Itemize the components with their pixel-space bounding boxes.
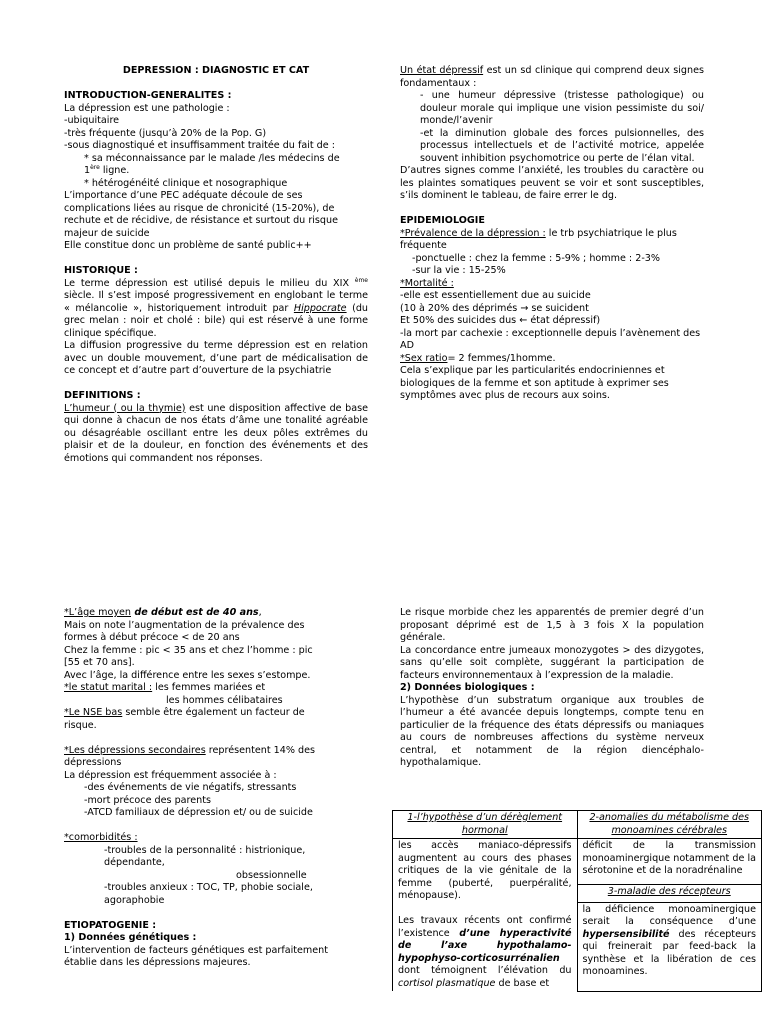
epidemiologie-line: -elle est essentiellement due au suicide bbox=[400, 290, 591, 301]
epidemiologie-line: *Prévalence de la dépression : le trb psychiatrique le plus fréquente bbox=[400, 227, 677, 251]
epidemiologie-heading: EPIDEMIOLOGIE bbox=[400, 215, 485, 226]
comorbidites-item: obsessionnelle bbox=[236, 869, 307, 881]
intro-paragraph: L’importance d’une PEC adéquate découle de ses complications liées au risque de chronicité (15-20%), de rechute et de récidive, de résistance et surtout du risque majeur de suicide bbox=[64, 190, 338, 239]
definitions-paragraph-cont: Un état dépressif est un sd clinique qui comprend deux signes fondamentaux : bbox=[400, 65, 704, 89]
marital-line: les hommes célibataires bbox=[166, 694, 283, 706]
genetique-heading: 1) Données génétiques : bbox=[64, 932, 197, 943]
intro-line: -très fréquente (jusqu’à 20% de la Pop. G) bbox=[64, 127, 267, 139]
intro-line: * sa méconnaissance par le malade /les médecins de bbox=[84, 152, 340, 164]
definitions-bullet: -et la diminution globale des forces pulsionnelles, des processus intellectuels et de l’activité motrice, appelée souvent inhibition psychomotrice ou perte de l’élan vital. bbox=[420, 127, 704, 164]
page2-left-column bbox=[64, 607, 328, 970]
intro-line: 1ère ligne. bbox=[84, 163, 130, 176]
epidemiologie-line: (10 à 20% des déprimés → se suicident bbox=[400, 302, 589, 314]
epidemiologie-line: Cela s’explique par les particularités endocriniennes et biologiques de la femme et son aptitude à exprimer ses symptômes avec plus de recours aux soins. bbox=[400, 365, 669, 401]
document-title: DEPRESSION : DIAGNOSTIC ET CAT bbox=[122, 65, 310, 76]
epidemiologie-line: -sur la vie : 15-25% bbox=[412, 265, 506, 276]
epidemiologie-line: *Sex ratio= 2 femmes/1homme. bbox=[400, 352, 556, 364]
definitions-paragraph: L’humeur ( ou la thymie) est une disposition affective de base qui donne à chacun de nos états d’âme une tonalité agréable ou désagréable oscillant entre les deux pôles extrêmes du plaisir et de la douleur, en fonction des événements et des émotions qui commandent nos réponses. bbox=[64, 402, 368, 464]
secondaires-line: *Les dépressions secondaires représentent 14% des dépressions bbox=[64, 744, 316, 768]
comorbidites-item: -troubles de la personnalité : histrionique, dépendante, bbox=[104, 844, 306, 868]
historique-paragraph: La diffusion progressive du terme dépression est en relation avec un double mouvement, d’une part de médicalisation de ce concept et d’autre part d’ouverture de la psychiatrie bbox=[64, 340, 368, 376]
definitions-bullet: - une humeur dépressive (tristesse pathologique) ou douleur morale qui implique une vision pessimiste du soi/ monde/l’avenir bbox=[420, 90, 704, 126]
table-header-recepteurs: 3-maladie des récepteurs bbox=[577, 885, 762, 903]
page2-right-column bbox=[400, 607, 704, 770]
secondaires-item: -des événements de vie négatifs, stressants bbox=[84, 782, 297, 793]
definitions-paragraph: D’autres signes comme l’anxiété, les troubles du caractère ou les plaintes somatiques peuvent se voir et sont susceptibles, s’ils dominent le tableau, de faire errer le dg. bbox=[400, 165, 704, 201]
intro-line: -ubiquitaire bbox=[64, 115, 120, 126]
genetique-paragraph: L’intervention de facteurs génétiques est parfaitement établie dans les dépressions majeures. bbox=[64, 944, 328, 968]
secondaires-line: La dépression est fréquemment associée à : bbox=[64, 769, 277, 781]
table-cell-hormonal: les accès maniaco-dépressifs augmentent au cours des phases critiques de la vie génitale de la femme (puberté, puerpéralité, ménopause). Les travaux récents ont confirmé l’existence d’une hyperactivité de l’axe hypothalamo-hypophyso-corticosurrénalien dont témoignent l’élévation du cortisol plasmatique de base et bbox=[393, 839, 578, 992]
age-line: Avec l’âge, la différence entre les sexes s’estompe. bbox=[64, 669, 311, 681]
biologiques-heading: 2) Données biologiques : bbox=[400, 682, 535, 693]
intro-paragraph: Elle constitue donc un problème de santé public++ bbox=[64, 240, 312, 251]
table-header-hormonal: 1-l’hypothèse d’un dérèglement hormonal bbox=[393, 811, 578, 839]
intro-line: -sous diagnostiqué et insuffisamment traitée du fait de : bbox=[64, 140, 335, 151]
table-header-monoamines: 2-anomalies du métabolisme des monoamines cérébrales bbox=[577, 811, 762, 839]
intro-line: * hétérogénéité clinique et nosographique bbox=[84, 177, 288, 189]
etiopatogenie-heading: ETIOPATOGENIE : bbox=[64, 919, 157, 931]
table-cell-recepteurs: la déficience monoaminergique serait la conséquence d’une hypersensibilité des récepteurs qui freinerait par feed-back la synthèse et la libération de ces monoamines. bbox=[577, 902, 762, 991]
comorbidites-heading: *comorbidités : bbox=[64, 832, 138, 843]
table-cell-monoamines: déficit de la transmission monoaminergique notamment de la sérotonine et de la noradrénaline bbox=[577, 839, 762, 885]
historique-heading: HISTORIQUE : bbox=[64, 265, 138, 276]
age-line: *L’âge moyen de début est de 40 ans, bbox=[64, 607, 262, 618]
marital-line: *le statut marital : les femmes mariées et bbox=[64, 682, 266, 693]
secondaires-item: -ATCD familiaux de dépression et/ ou de suicide bbox=[84, 807, 313, 818]
nse-line: *Le NSE bas semble être également un facteur de risque. bbox=[64, 707, 305, 731]
genetique-paragraph: Le risque morbide chez les apparentés de premier degré d’un proposant déprimé est de 1,5 à 3 fois X la population générale. bbox=[400, 607, 704, 643]
definitions-heading: DEFINITIONS : bbox=[64, 390, 141, 401]
epidemiologie-line: Et 50% des suicides dus ← état dépressif) bbox=[400, 315, 601, 326]
page1-right-column bbox=[400, 65, 704, 403]
page1-left-column bbox=[64, 65, 368, 465]
age-line: Mais on note l’augmentation de la prévalence des formes à début précoce < de 20 ans bbox=[64, 619, 305, 643]
genetique-paragraph: La concordance entre jumeaux monozygotes > des dizygotes, sans qu’elle soit complète, suggérant la participation de facteurs environnementaux à l’expression de la maladie. bbox=[400, 644, 704, 681]
historique-paragraph: Le terme dépression est utilisé depuis le milieu du XIX $^{ème}$ siècle. Il s’est imposé progressivement en englobant le terme « mélancolie », historiquement introduit par Hippocrate (du grec melan : noir et cholé : bile) qui est réservé à une forme clinique spécifique. bbox=[64, 276, 369, 339]
secondaires-item: -mort précoce des parents bbox=[84, 794, 212, 806]
hypotheses-table bbox=[392, 810, 762, 992]
intro-line: La dépression est une pathologie : bbox=[64, 102, 230, 114]
age-line: Chez la femme : pic < 35 ans et chez l’homme : pic [55 et 70 ans]. bbox=[64, 644, 313, 668]
comorbidites-item: -troubles anxieux : TOC, TP, phobie sociale, agoraphobie bbox=[104, 882, 313, 906]
biologiques-paragraph: L’hypothèse d’un substratum organique aux troubles de l’humeur a été avancée depuis longtemps, compte tenu en particulier de la fréquence des états dépressifs ou maniaques au cours de nombreuses affections du système nerveux central, et notamment de la région diencéphalo-hypothalamique. bbox=[400, 694, 704, 768]
epidemiologie-line: *Mortalité : bbox=[400, 277, 454, 289]
intro-heading: INTRODUCTION-GENERALITES : bbox=[64, 90, 232, 101]
epidemiologie-line: -ponctuelle : chez la femme : 5-9% ; homme : 2-3% bbox=[412, 252, 661, 264]
epidemiologie-line: -la mort par cachexie : exceptionnelle depuis l’avènement des AD bbox=[400, 327, 701, 351]
